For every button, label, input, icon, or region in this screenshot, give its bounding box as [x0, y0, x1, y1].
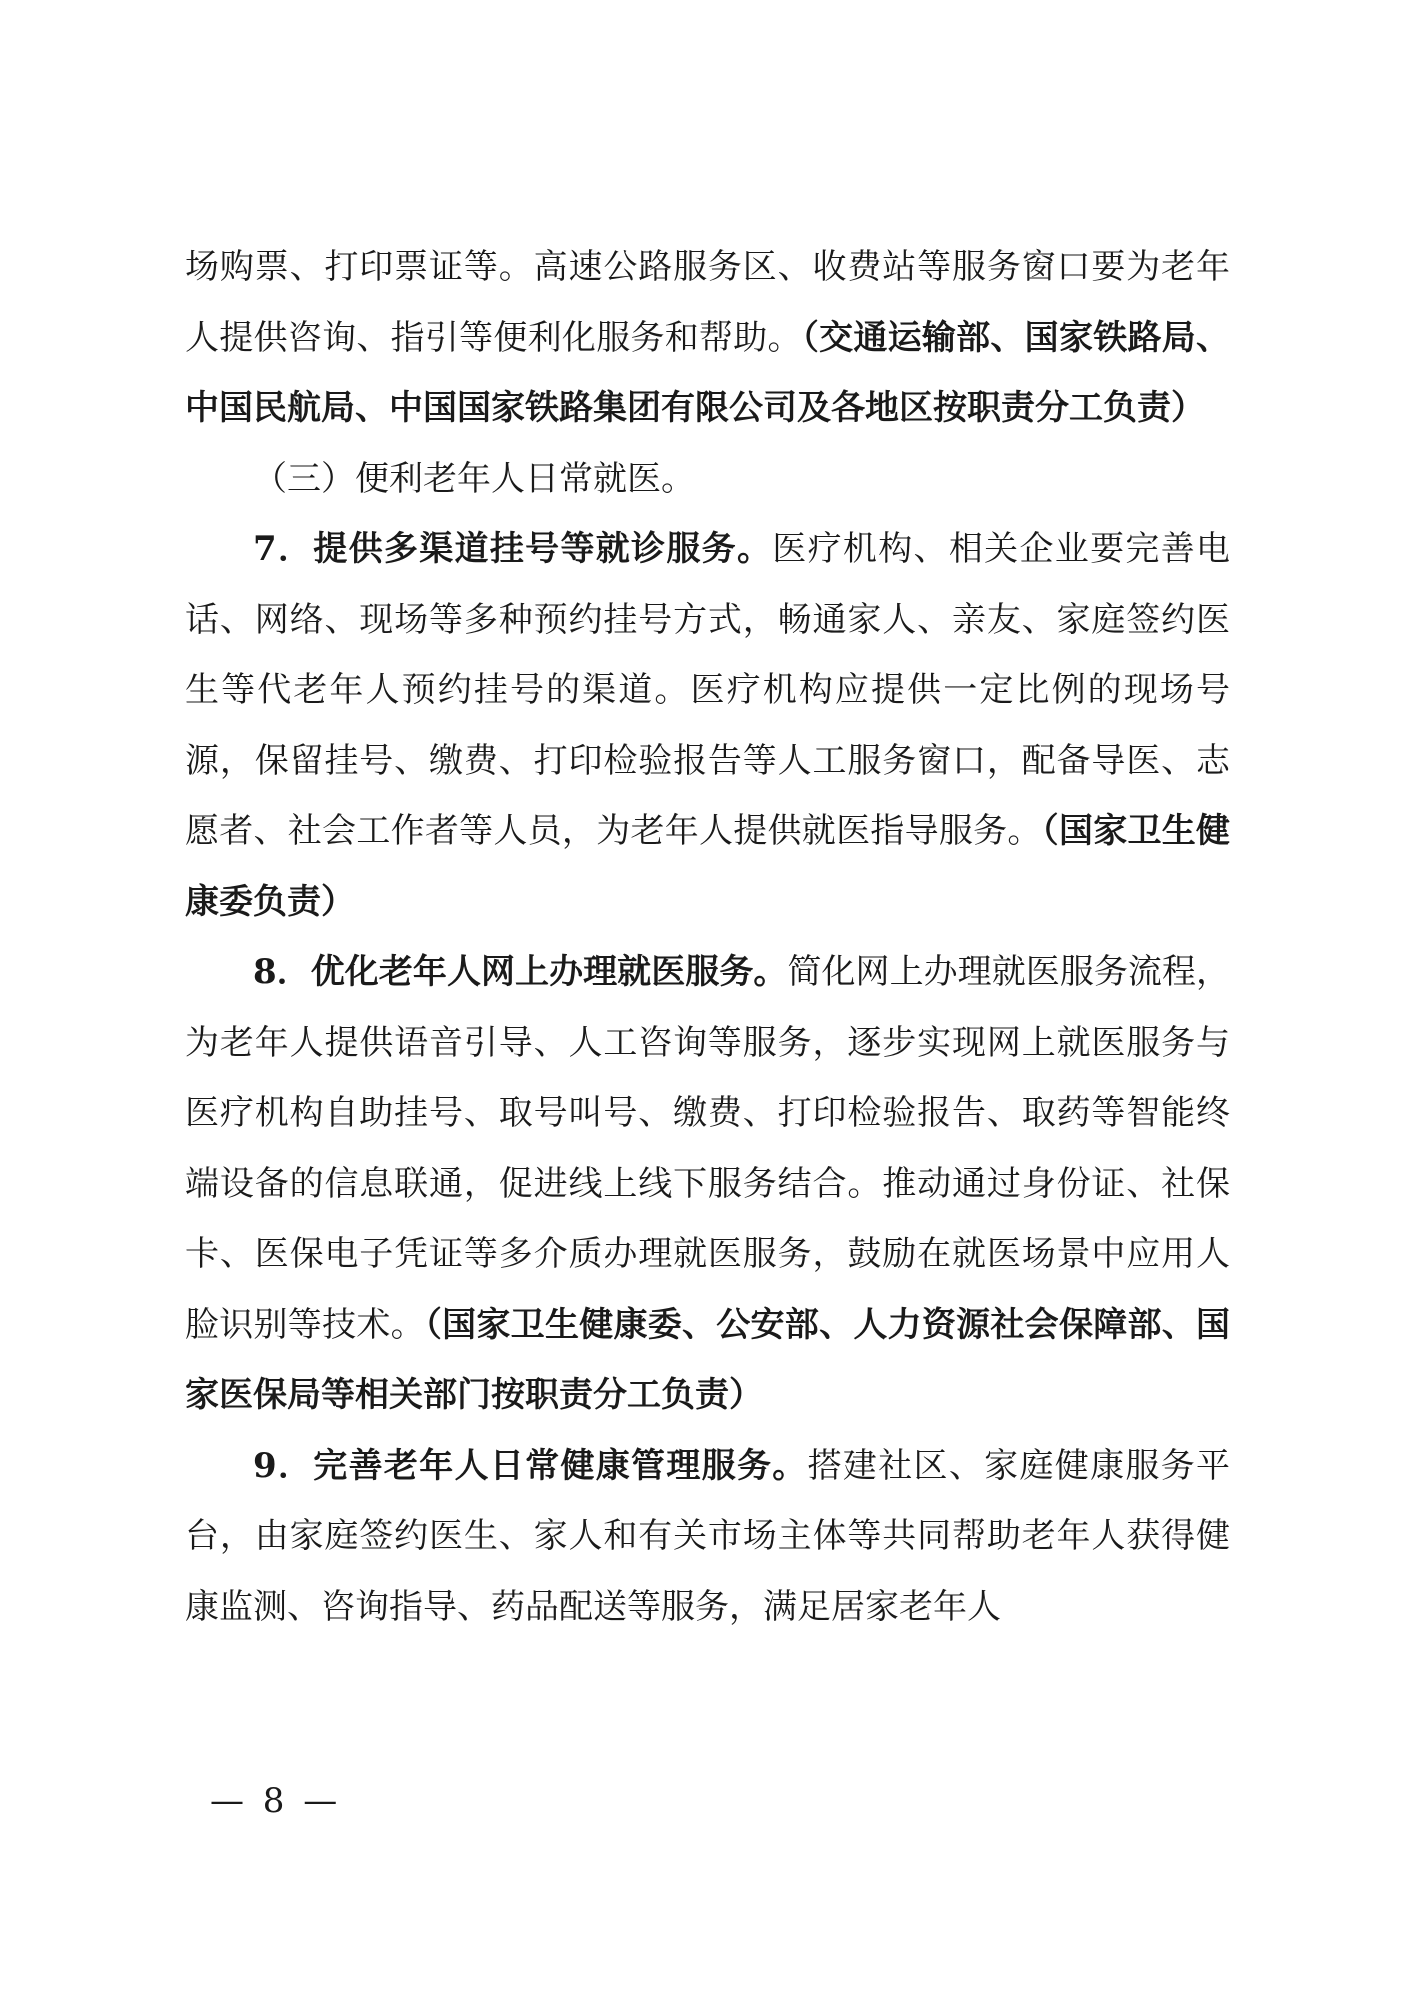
paragraph-item-7 — [185, 514, 1230, 937]
paragraph-text: 医疗机构、相关企业要完善电话、网络、现场等多种预约挂号方式，畅通家人、亲友、家庭签约医生等代老年人预约挂号的渠道。医疗机构应提供一定比例的现场号源，保留挂号、缴费、打印检验报告等人工服务窗口，配备导医、志愿者、社会工作者等人员，为老年人提供就医指导服务。 — [185, 529, 1231, 851]
paragraph-item-9 — [185, 1431, 1230, 1643]
responsibility-note: （交通运输部、国家铁路局、中国民航局、中国国家铁路集团有限公司及各地区按职责分工负责） — [185, 317, 1231, 428]
paragraph-text: 简化网上办理就医服务流程，为老年人提供语音引导、人工咨询等服务，逐步实现网上就医服务与医疗机构自助挂号、取号叫号、缴费、打印检验报告、取药等智能终端设备的信息联通，促进线上线下服务结合。推动通过身份证、社保卡、医保电子凭证等多介质办理就医服务，鼓励在就医场景中应用人脸识别等技术。 — [185, 952, 1231, 1345]
responsibility-note: （国家卫生健康委负责） — [185, 811, 1231, 922]
item-heading: 9．完善老年人日常健康管理服务。 — [253, 1445, 808, 1486]
paragraph-text: 场购票、打印票证等。高速公路服务区、收费站等服务窗口要为老年人提供咨询、指引等便利化服务和帮助。 — [185, 247, 1230, 358]
item-heading: 7．提供多渠道挂号等就诊服务。 — [253, 529, 773, 569]
paragraph-continuation — [185, 232, 1230, 444]
paragraph-text: 搭建社区、家庭健康服务平台，由家庭签约医生、家人和有关市场主体等共同帮助老年人获得健康监测、咨询指导、药品配送等服务，满足居家老年人 — [185, 1445, 1231, 1627]
page-number: — 8 — — [210, 1781, 342, 1821]
section-heading — [185, 444, 1230, 515]
section-heading-text: （三）便利老年人日常就医。 — [253, 458, 695, 499]
responsibility-note: （国家卫生健康委、公安部、人力资源社会保障部、国家医保局等相关部门按职责分工负责） — [185, 1304, 1231, 1415]
document-body — [185, 232, 1230, 1642]
paragraph-item-8 — [185, 937, 1230, 1431]
item-heading: 8．优化老年人网上办理就医服务。 — [253, 952, 788, 992]
